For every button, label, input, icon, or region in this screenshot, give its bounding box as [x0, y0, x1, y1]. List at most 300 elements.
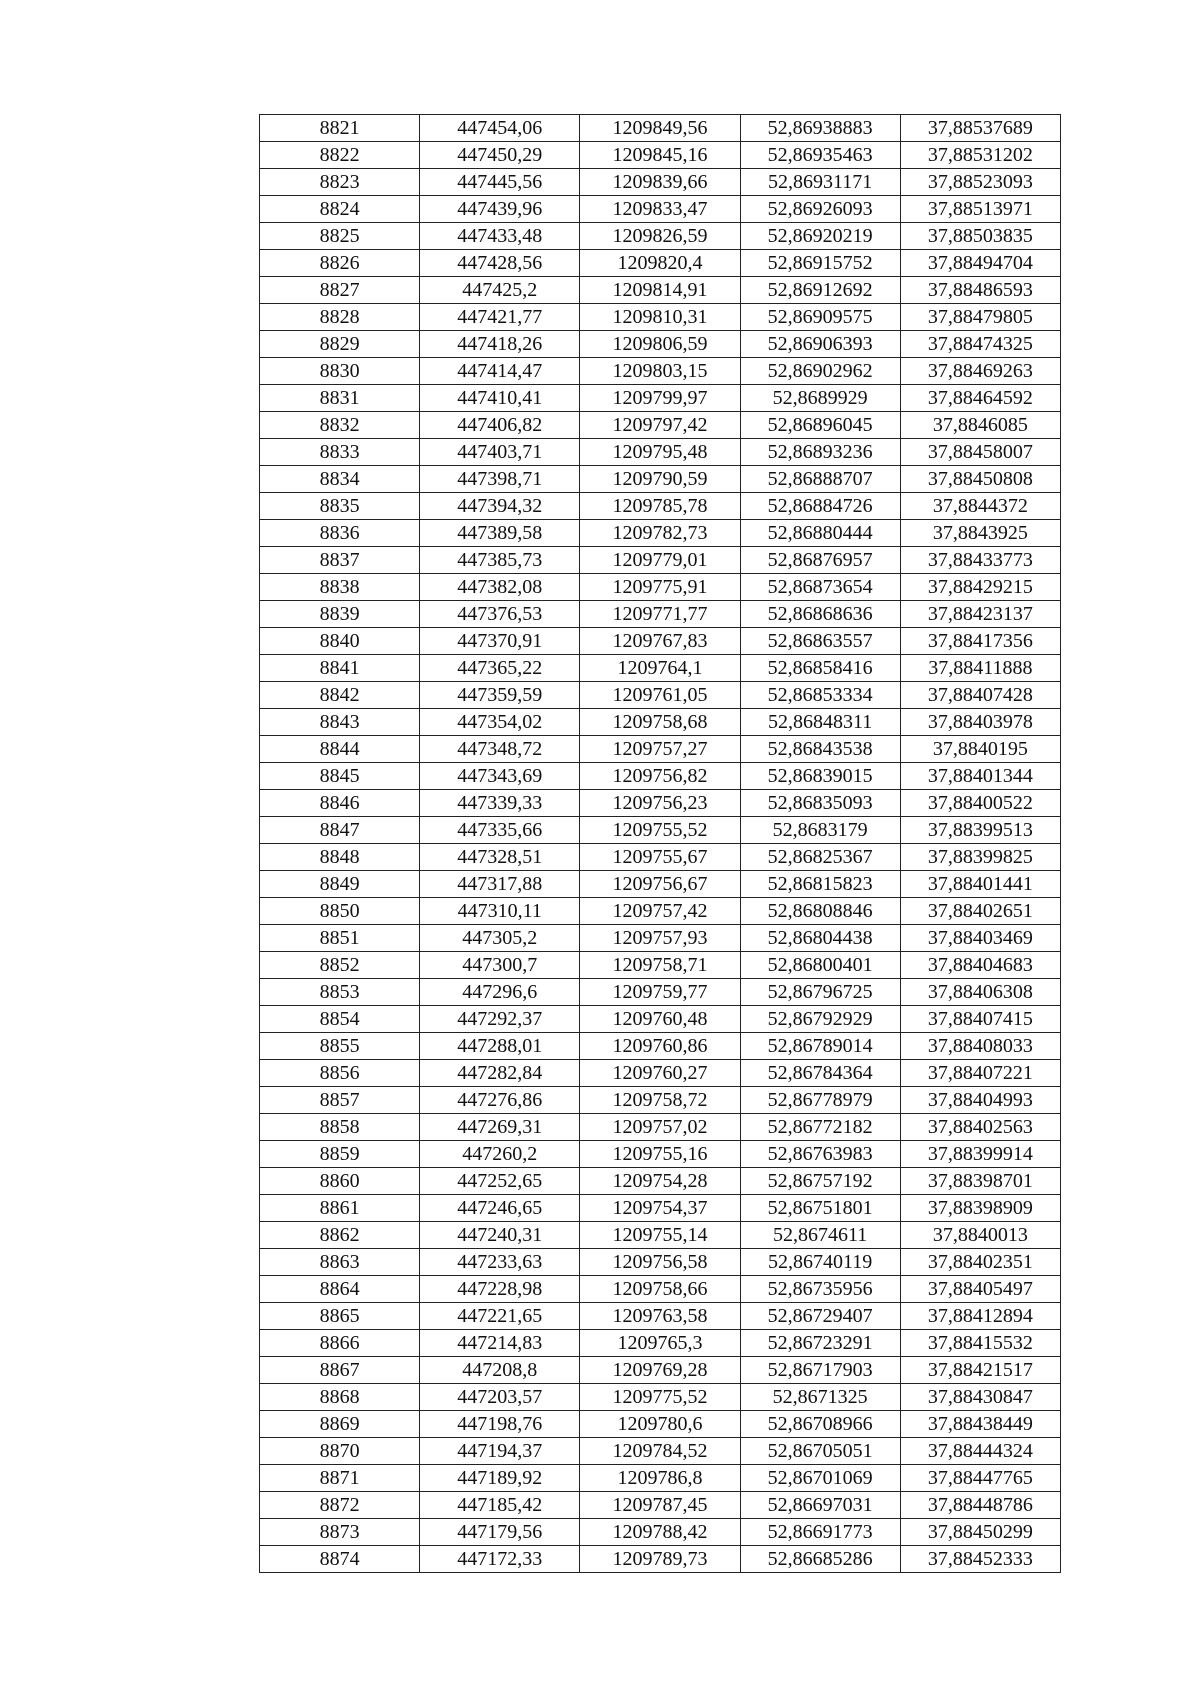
table-row	[260, 709, 1061, 736]
point-number-cell: 8870	[260, 1438, 420, 1465]
latitude-cell: 52,86912692	[740, 277, 900, 304]
table-row	[260, 682, 1061, 709]
table-row	[260, 1195, 1061, 1222]
longitude-cell: 37,88400522	[900, 790, 1060, 817]
longitude-cell: 37,88402651	[900, 898, 1060, 925]
table-row	[260, 844, 1061, 871]
point-number-cell: 8844	[260, 736, 420, 763]
point-number-cell: 8845	[260, 763, 420, 790]
table-row	[260, 1033, 1061, 1060]
x-coordinate-cell: 447433,48	[420, 223, 580, 250]
x-coordinate-cell: 447296,6	[420, 979, 580, 1006]
point-number-cell: 8840	[260, 628, 420, 655]
longitude-cell: 37,88405497	[900, 1276, 1060, 1303]
table-row	[260, 790, 1061, 817]
point-number-cell: 8847	[260, 817, 420, 844]
latitude-cell: 52,86740119	[740, 1249, 900, 1276]
y-coordinate-cell: 1209782,73	[580, 520, 740, 547]
y-coordinate-cell: 1209756,23	[580, 790, 740, 817]
longitude-cell: 37,88523093	[900, 169, 1060, 196]
x-coordinate-cell: 447359,59	[420, 682, 580, 709]
latitude-cell: 52,86800401	[740, 952, 900, 979]
point-number-cell: 8853	[260, 979, 420, 1006]
x-coordinate-cell: 447343,69	[420, 763, 580, 790]
point-number-cell: 8873	[260, 1519, 420, 1546]
x-coordinate-cell: 447354,02	[420, 709, 580, 736]
point-number-cell: 8859	[260, 1141, 420, 1168]
point-number-cell: 8830	[260, 358, 420, 385]
y-coordinate-cell: 1209820,4	[580, 250, 740, 277]
longitude-cell: 37,88474325	[900, 331, 1060, 358]
y-coordinate-cell: 1209757,42	[580, 898, 740, 925]
table-row	[260, 952, 1061, 979]
latitude-cell: 52,86868636	[740, 601, 900, 628]
latitude-cell: 52,86888707	[740, 466, 900, 493]
longitude-cell: 37,88415532	[900, 1330, 1060, 1357]
table-row	[260, 493, 1061, 520]
longitude-cell: 37,88407428	[900, 682, 1060, 709]
y-coordinate-cell: 1209849,56	[580, 115, 740, 142]
table-row	[260, 1465, 1061, 1492]
table-row	[260, 196, 1061, 223]
longitude-cell: 37,88513971	[900, 196, 1060, 223]
table-row	[260, 979, 1061, 1006]
longitude-cell: 37,88469263	[900, 358, 1060, 385]
point-number-cell: 8872	[260, 1492, 420, 1519]
latitude-cell: 52,86926093	[740, 196, 900, 223]
y-coordinate-cell: 1209763,58	[580, 1303, 740, 1330]
y-coordinate-cell: 1209775,91	[580, 574, 740, 601]
point-number-cell: 8860	[260, 1168, 420, 1195]
y-coordinate-cell: 1209757,02	[580, 1114, 740, 1141]
longitude-cell: 37,8843925	[900, 520, 1060, 547]
x-coordinate-cell: 447198,76	[420, 1411, 580, 1438]
x-coordinate-cell: 447179,56	[420, 1519, 580, 1546]
y-coordinate-cell: 1209790,59	[580, 466, 740, 493]
table-row	[260, 925, 1061, 952]
longitude-cell: 37,88444324	[900, 1438, 1060, 1465]
y-coordinate-cell: 1209806,59	[580, 331, 740, 358]
table-row	[260, 412, 1061, 439]
table-row	[260, 736, 1061, 763]
latitude-cell: 52,86853334	[740, 682, 900, 709]
point-number-cell: 8866	[260, 1330, 420, 1357]
latitude-cell: 52,86893236	[740, 439, 900, 466]
y-coordinate-cell: 1209767,83	[580, 628, 740, 655]
x-coordinate-cell: 447305,2	[420, 925, 580, 952]
x-coordinate-cell: 447385,73	[420, 547, 580, 574]
x-coordinate-cell: 447370,91	[420, 628, 580, 655]
longitude-cell: 37,88407415	[900, 1006, 1060, 1033]
table-row	[260, 898, 1061, 925]
table-row	[260, 628, 1061, 655]
point-number-cell: 8821	[260, 115, 420, 142]
latitude-cell: 52,86778979	[740, 1087, 900, 1114]
point-number-cell: 8832	[260, 412, 420, 439]
latitude-cell: 52,86839015	[740, 763, 900, 790]
table-row	[260, 1384, 1061, 1411]
table-row	[260, 466, 1061, 493]
latitude-cell: 52,86751801	[740, 1195, 900, 1222]
latitude-cell: 52,86757192	[740, 1168, 900, 1195]
y-coordinate-cell: 1209757,93	[580, 925, 740, 952]
y-coordinate-cell: 1209755,16	[580, 1141, 740, 1168]
longitude-cell: 37,88417356	[900, 628, 1060, 655]
point-number-cell: 8823	[260, 169, 420, 196]
latitude-cell: 52,86697031	[740, 1492, 900, 1519]
y-coordinate-cell: 1209755,52	[580, 817, 740, 844]
latitude-cell: 52,86931171	[740, 169, 900, 196]
x-coordinate-cell: 447445,56	[420, 169, 580, 196]
table-row	[260, 1249, 1061, 1276]
y-coordinate-cell: 1209788,42	[580, 1519, 740, 1546]
x-coordinate-cell: 447335,66	[420, 817, 580, 844]
table-row	[260, 1330, 1061, 1357]
point-number-cell: 8852	[260, 952, 420, 979]
point-number-cell: 8864	[260, 1276, 420, 1303]
latitude-cell: 52,8689929	[740, 385, 900, 412]
y-coordinate-cell: 1209814,91	[580, 277, 740, 304]
y-coordinate-cell: 1209761,05	[580, 682, 740, 709]
latitude-cell: 52,86876957	[740, 547, 900, 574]
y-coordinate-cell: 1209769,28	[580, 1357, 740, 1384]
table-row	[260, 331, 1061, 358]
y-coordinate-cell: 1209756,58	[580, 1249, 740, 1276]
latitude-cell: 52,86880444	[740, 520, 900, 547]
longitude-cell: 37,88402351	[900, 1249, 1060, 1276]
table-row	[260, 1519, 1061, 1546]
latitude-cell: 52,86701069	[740, 1465, 900, 1492]
point-number-cell: 8827	[260, 277, 420, 304]
table-row	[260, 277, 1061, 304]
latitude-cell: 52,8683179	[740, 817, 900, 844]
y-coordinate-cell: 1209845,16	[580, 142, 740, 169]
x-coordinate-cell: 447172,33	[420, 1546, 580, 1573]
x-coordinate-cell: 447428,56	[420, 250, 580, 277]
x-coordinate-cell: 447389,58	[420, 520, 580, 547]
longitude-cell: 37,88399914	[900, 1141, 1060, 1168]
table-row	[260, 547, 1061, 574]
latitude-cell: 52,86938883	[740, 115, 900, 142]
longitude-cell: 37,88421517	[900, 1357, 1060, 1384]
x-coordinate-cell: 447348,72	[420, 736, 580, 763]
table-row	[260, 1222, 1061, 1249]
point-number-cell: 8867	[260, 1357, 420, 1384]
y-coordinate-cell: 1209771,77	[580, 601, 740, 628]
x-coordinate-cell: 447310,11	[420, 898, 580, 925]
y-coordinate-cell: 1209795,48	[580, 439, 740, 466]
longitude-cell: 37,88411888	[900, 655, 1060, 682]
latitude-cell: 52,86920219	[740, 223, 900, 250]
latitude-cell: 52,86906393	[740, 331, 900, 358]
table-row	[260, 574, 1061, 601]
latitude-cell: 52,86909575	[740, 304, 900, 331]
y-coordinate-cell: 1209760,48	[580, 1006, 740, 1033]
x-coordinate-cell: 447246,65	[420, 1195, 580, 1222]
longitude-cell: 37,88412894	[900, 1303, 1060, 1330]
y-coordinate-cell: 1209756,82	[580, 763, 740, 790]
y-coordinate-cell: 1209785,78	[580, 493, 740, 520]
y-coordinate-cell: 1209803,15	[580, 358, 740, 385]
latitude-cell: 52,86717903	[740, 1357, 900, 1384]
point-number-cell: 8871	[260, 1465, 420, 1492]
latitude-cell: 52,86815823	[740, 871, 900, 898]
table-row	[260, 1492, 1061, 1519]
longitude-cell: 37,88433773	[900, 547, 1060, 574]
longitude-cell: 37,88407221	[900, 1060, 1060, 1087]
point-number-cell: 8849	[260, 871, 420, 898]
y-coordinate-cell: 1209764,1	[580, 655, 740, 682]
latitude-cell: 52,86735956	[740, 1276, 900, 1303]
x-coordinate-cell: 447240,31	[420, 1222, 580, 1249]
latitude-cell: 52,86708966	[740, 1411, 900, 1438]
table-row	[260, 142, 1061, 169]
x-coordinate-cell: 447300,7	[420, 952, 580, 979]
x-coordinate-cell: 447194,37	[420, 1438, 580, 1465]
point-number-cell: 8861	[260, 1195, 420, 1222]
table-row	[260, 250, 1061, 277]
latitude-cell: 52,86873654	[740, 574, 900, 601]
table-row	[260, 1087, 1061, 1114]
point-number-cell: 8828	[260, 304, 420, 331]
coordinates-table	[259, 114, 1061, 1573]
longitude-cell: 37,88403978	[900, 709, 1060, 736]
point-number-cell: 8851	[260, 925, 420, 952]
latitude-cell: 52,86902962	[740, 358, 900, 385]
latitude-cell: 52,86843538	[740, 736, 900, 763]
latitude-cell: 52,86763983	[740, 1141, 900, 1168]
y-coordinate-cell: 1209775,52	[580, 1384, 740, 1411]
x-coordinate-cell: 447454,06	[420, 115, 580, 142]
table-row	[260, 1438, 1061, 1465]
y-coordinate-cell: 1209787,45	[580, 1492, 740, 1519]
x-coordinate-cell: 447260,2	[420, 1141, 580, 1168]
latitude-cell: 52,86863557	[740, 628, 900, 655]
y-coordinate-cell: 1209789,73	[580, 1546, 740, 1573]
point-number-cell: 8826	[260, 250, 420, 277]
point-number-cell: 8835	[260, 493, 420, 520]
table-row	[260, 1168, 1061, 1195]
latitude-cell: 52,86935463	[740, 142, 900, 169]
point-number-cell: 8862	[260, 1222, 420, 1249]
latitude-cell: 52,86789014	[740, 1033, 900, 1060]
latitude-cell: 52,86685286	[740, 1546, 900, 1573]
x-coordinate-cell: 447418,26	[420, 331, 580, 358]
table-row	[260, 817, 1061, 844]
point-number-cell: 8854	[260, 1006, 420, 1033]
longitude-cell: 37,8846085	[900, 412, 1060, 439]
latitude-cell: 52,86884726	[740, 493, 900, 520]
longitude-cell: 37,88408033	[900, 1033, 1060, 1060]
x-coordinate-cell: 447398,71	[420, 466, 580, 493]
longitude-cell: 37,88531202	[900, 142, 1060, 169]
x-coordinate-cell: 447406,82	[420, 412, 580, 439]
latitude-cell: 52,86858416	[740, 655, 900, 682]
x-coordinate-cell: 447252,65	[420, 1168, 580, 1195]
table-row	[260, 1303, 1061, 1330]
longitude-cell: 37,8844372	[900, 493, 1060, 520]
point-number-cell: 8834	[260, 466, 420, 493]
longitude-cell: 37,88404683	[900, 952, 1060, 979]
latitude-cell: 52,86792929	[740, 1006, 900, 1033]
y-coordinate-cell: 1209759,77	[580, 979, 740, 1006]
x-coordinate-cell: 447269,31	[420, 1114, 580, 1141]
longitude-cell: 37,88430847	[900, 1384, 1060, 1411]
y-coordinate-cell: 1209779,01	[580, 547, 740, 574]
longitude-cell: 37,88402563	[900, 1114, 1060, 1141]
x-coordinate-cell: 447203,57	[420, 1384, 580, 1411]
table-row	[260, 655, 1061, 682]
table-row	[260, 223, 1061, 250]
longitude-cell: 37,88450299	[900, 1519, 1060, 1546]
y-coordinate-cell: 1209799,97	[580, 385, 740, 412]
y-coordinate-cell: 1209760,27	[580, 1060, 740, 1087]
y-coordinate-cell: 1209826,59	[580, 223, 740, 250]
point-number-cell: 8839	[260, 601, 420, 628]
latitude-cell: 52,86896045	[740, 412, 900, 439]
point-number-cell: 8822	[260, 142, 420, 169]
table-row	[260, 1114, 1061, 1141]
x-coordinate-cell: 447421,77	[420, 304, 580, 331]
point-number-cell: 8855	[260, 1033, 420, 1060]
x-coordinate-cell: 447288,01	[420, 1033, 580, 1060]
latitude-cell: 52,86848311	[740, 709, 900, 736]
x-coordinate-cell: 447221,65	[420, 1303, 580, 1330]
y-coordinate-cell: 1209758,71	[580, 952, 740, 979]
point-number-cell: 8869	[260, 1411, 420, 1438]
x-coordinate-cell: 447185,42	[420, 1492, 580, 1519]
longitude-cell: 37,88452333	[900, 1546, 1060, 1573]
table-row	[260, 1357, 1061, 1384]
point-number-cell: 8863	[260, 1249, 420, 1276]
point-number-cell: 8857	[260, 1087, 420, 1114]
table-row	[260, 1006, 1061, 1033]
point-number-cell: 8825	[260, 223, 420, 250]
table-row	[260, 871, 1061, 898]
y-coordinate-cell: 1209786,8	[580, 1465, 740, 1492]
y-coordinate-cell: 1209754,28	[580, 1168, 740, 1195]
table-row	[260, 1060, 1061, 1087]
y-coordinate-cell: 1209754,37	[580, 1195, 740, 1222]
longitude-cell: 37,88458007	[900, 439, 1060, 466]
table-row	[260, 601, 1061, 628]
longitude-cell: 37,88537689	[900, 115, 1060, 142]
latitude-cell: 52,86705051	[740, 1438, 900, 1465]
longitude-cell: 37,88438449	[900, 1411, 1060, 1438]
longitude-cell: 37,88403469	[900, 925, 1060, 952]
point-number-cell: 8841	[260, 655, 420, 682]
y-coordinate-cell: 1209758,68	[580, 709, 740, 736]
longitude-cell: 37,88503835	[900, 223, 1060, 250]
longitude-cell: 37,88448786	[900, 1492, 1060, 1519]
y-coordinate-cell: 1209797,42	[580, 412, 740, 439]
x-coordinate-cell: 447439,96	[420, 196, 580, 223]
x-coordinate-cell: 447282,84	[420, 1060, 580, 1087]
point-number-cell: 8874	[260, 1546, 420, 1573]
table-row	[260, 1411, 1061, 1438]
longitude-cell: 37,88398701	[900, 1168, 1060, 1195]
x-coordinate-cell: 447339,33	[420, 790, 580, 817]
longitude-cell: 37,88447765	[900, 1465, 1060, 1492]
x-coordinate-cell: 447328,51	[420, 844, 580, 871]
point-number-cell: 8843	[260, 709, 420, 736]
longitude-cell: 37,88494704	[900, 250, 1060, 277]
y-coordinate-cell: 1209757,27	[580, 736, 740, 763]
latitude-cell: 52,86825367	[740, 844, 900, 871]
x-coordinate-cell: 447403,71	[420, 439, 580, 466]
y-coordinate-cell: 1209833,47	[580, 196, 740, 223]
longitude-cell: 37,88486593	[900, 277, 1060, 304]
x-coordinate-cell: 447189,92	[420, 1465, 580, 1492]
x-coordinate-cell: 447228,98	[420, 1276, 580, 1303]
y-coordinate-cell: 1209755,67	[580, 844, 740, 871]
table-row	[260, 439, 1061, 466]
longitude-cell: 37,88401344	[900, 763, 1060, 790]
latitude-cell: 52,86915752	[740, 250, 900, 277]
latitude-cell: 52,86729407	[740, 1303, 900, 1330]
point-number-cell: 8856	[260, 1060, 420, 1087]
point-number-cell: 8829	[260, 331, 420, 358]
longitude-cell: 37,88479805	[900, 304, 1060, 331]
y-coordinate-cell: 1209755,14	[580, 1222, 740, 1249]
table-row	[260, 1276, 1061, 1303]
latitude-cell: 52,8674611	[740, 1222, 900, 1249]
x-coordinate-cell: 447394,32	[420, 493, 580, 520]
x-coordinate-cell: 447425,2	[420, 277, 580, 304]
x-coordinate-cell: 447233,63	[420, 1249, 580, 1276]
x-coordinate-cell: 447292,37	[420, 1006, 580, 1033]
longitude-cell: 37,88429215	[900, 574, 1060, 601]
longitude-cell: 37,88399825	[900, 844, 1060, 871]
y-coordinate-cell: 1209839,66	[580, 169, 740, 196]
longitude-cell: 37,88398909	[900, 1195, 1060, 1222]
longitude-cell: 37,88404993	[900, 1087, 1060, 1114]
point-number-cell: 8858	[260, 1114, 420, 1141]
point-number-cell: 8868	[260, 1384, 420, 1411]
point-number-cell: 8833	[260, 439, 420, 466]
y-coordinate-cell: 1209758,66	[580, 1276, 740, 1303]
latitude-cell: 52,86691773	[740, 1519, 900, 1546]
point-number-cell: 8838	[260, 574, 420, 601]
x-coordinate-cell: 447382,08	[420, 574, 580, 601]
table-row	[260, 1546, 1061, 1573]
table-row	[260, 169, 1061, 196]
latitude-cell: 52,8671325	[740, 1384, 900, 1411]
y-coordinate-cell: 1209756,67	[580, 871, 740, 898]
x-coordinate-cell: 447276,86	[420, 1087, 580, 1114]
x-coordinate-cell: 447317,88	[420, 871, 580, 898]
latitude-cell: 52,86723291	[740, 1330, 900, 1357]
longitude-cell: 37,8840013	[900, 1222, 1060, 1249]
point-number-cell: 8836	[260, 520, 420, 547]
longitude-cell: 37,88406308	[900, 979, 1060, 1006]
x-coordinate-cell: 447208,8	[420, 1357, 580, 1384]
x-coordinate-cell: 447376,53	[420, 601, 580, 628]
coordinates-table-body	[260, 115, 1061, 1573]
y-coordinate-cell: 1209780,6	[580, 1411, 740, 1438]
table-row	[260, 763, 1061, 790]
point-number-cell: 8837	[260, 547, 420, 574]
latitude-cell: 52,86772182	[740, 1114, 900, 1141]
x-coordinate-cell: 447450,29	[420, 142, 580, 169]
y-coordinate-cell: 1209758,72	[580, 1087, 740, 1114]
latitude-cell: 52,86796725	[740, 979, 900, 1006]
table-row	[260, 385, 1061, 412]
table-row	[260, 520, 1061, 547]
longitude-cell: 37,8840195	[900, 736, 1060, 763]
table-row	[260, 358, 1061, 385]
latitude-cell: 52,86804438	[740, 925, 900, 952]
